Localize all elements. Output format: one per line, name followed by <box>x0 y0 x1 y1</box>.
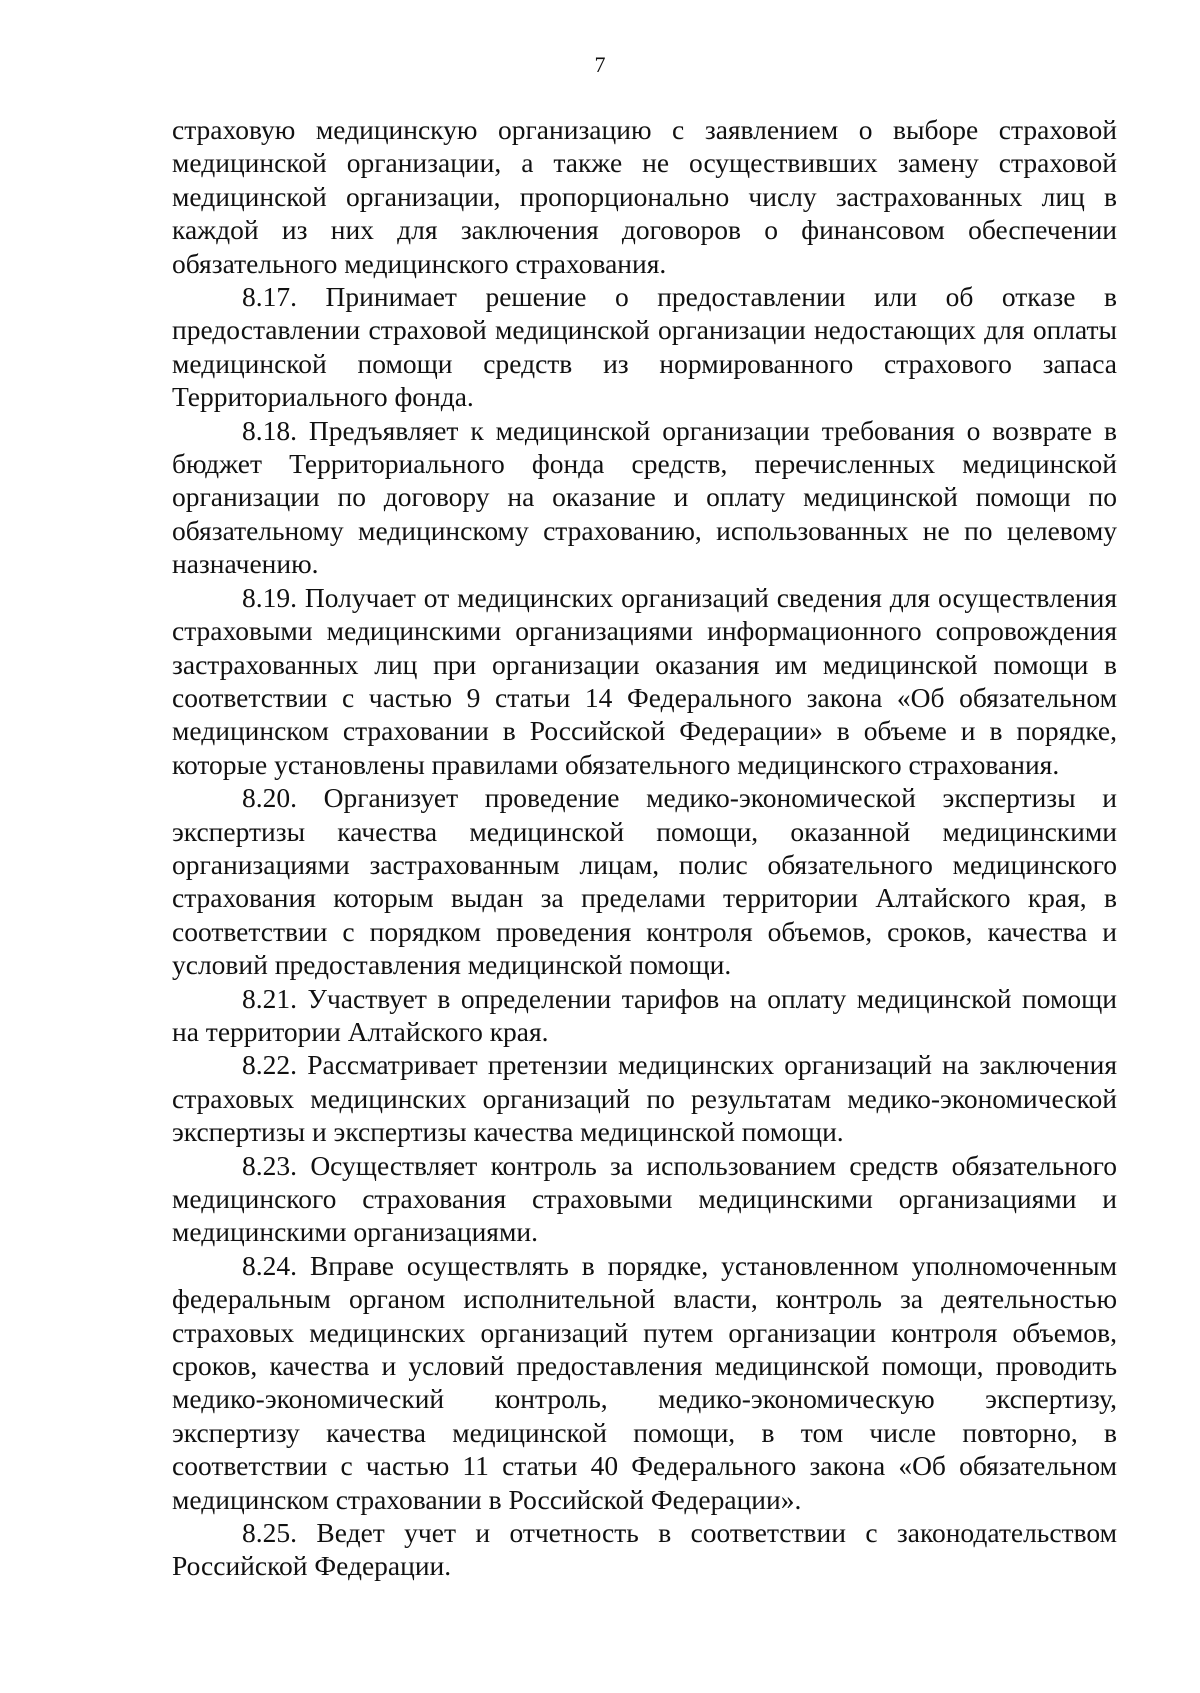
paragraph-text: Получает от медицинских организаций сведения для осуществления страховыми медицинскими организациями информационного сопровождения застрахованных лиц при организации оказания им медицинской помощи в соответствии с частью 9 статьи 14 Федерального закона «Об обязательном медицинском страховании в Российской Федерации» в объеме и в порядке, которые установлены правилами обязательного медицинского страхования. <box>172 581 1118 780</box>
paragraph-8-19 <box>172 581 1117 781</box>
paragraph-number: 8.21. <box>242 982 297 1014</box>
paragraph-text: Принимает решение о предоставлении или об отказе в предоставлении страховой медицинской организации недостающих для оплаты медицинской помощи средств из нормированного страхового запаса Территориального фонда. <box>172 281 1118 413</box>
document-body <box>172 113 1117 1583</box>
paragraph-8-25 <box>172 1516 1117 1583</box>
paragraph-text: Предъявляет к медицинской организации требования о возврате в бюджет Территориального фонда средств, перечисленных медицинской организации по договору на оказание и оплату медицинской помощи по обязательному медицинскому страхованию, использованных не по целевому назначению. <box>172 414 1117 580</box>
paragraph-text: Осуществляет контроль за использованием средств обязательного медицинского страхования страховыми медицинскими организациями и медицинскими организациями. <box>172 1149 1118 1248</box>
paragraph-text: Рассматривает претензии медицинских организаций на заключения страховых медицинских организаций по результатам медико-экономической экспертизы и экспертизы качества медицинской помощи. <box>172 1049 1117 1148</box>
paragraph-8-20 <box>172 781 1117 981</box>
paragraph-number: 8.18. <box>242 414 297 446</box>
paragraph-number: 8.20. <box>242 782 297 814</box>
paragraph-number: 8.17. <box>242 281 297 313</box>
paragraph-number: 8.19. <box>242 581 297 613</box>
paragraph-8-17 <box>172 280 1117 414</box>
paragraph-number: 8.24. <box>242 1249 297 1281</box>
paragraph-text: Вправе осуществлять в порядке, установленном уполномоченным федеральным органом исполнительной власти, контроль за деятельностью страховых медицинских организаций путем организации контроля объемов, сроков, качества и условий предоставления медицинской помощи, проводить медико-экономический контроль, медико-экономическую экспертизу, экспертизу качества медицинской помощи, в том числе повторно, в соответствии с частью 11 статьи 40 Федерального закона «Об обязательном медицинском страховании в Российской Федерации». <box>172 1249 1118 1515</box>
paragraph-8-18 <box>172 414 1117 581</box>
paragraph-8-23 <box>172 1149 1117 1249</box>
paragraph-text: Организует проведение медико-экономической экспертизы и экспертизы качества медицинской помощи, оказанной медицинскими организациями застрахованным лицам, полис обязательного медицинского страхования которым выдан за пределами территории Алтайского края, в соответствии с порядком проведения контроля объемов, сроков, качества и условий предоставления медицинской помощи. <box>172 782 1118 981</box>
paragraph-continuation <box>172 113 1117 280</box>
paragraph-8-22 <box>172 1048 1117 1148</box>
page-number: 7 <box>594 52 606 77</box>
paragraph-text: страховую медицинскую организацию с заявлением о выборе страховой медицинской организации, а также не осуществивших замену страховой медицинской организации, пропорционально числу застрахованных лиц в каждой из них для заключения договоров о финансовом обеспечении обязательного медицинского страхования. <box>172 114 1117 279</box>
paragraph-text: Ведет учет и отчетность в соответствии с законодательством Российской Федерации. <box>172 1517 1117 1582</box>
paragraph-number: 8.25. <box>242 1517 297 1549</box>
paragraph-8-21 <box>172 982 1117 1049</box>
paragraph-number: 8.22. <box>242 1049 297 1081</box>
paragraph-8-24 <box>172 1249 1117 1516</box>
paragraph-number: 8.23. <box>242 1149 297 1181</box>
paragraph-text: Участвует в определении тарифов на оплату медицинской помощи на территории Алтайского края. <box>172 982 1118 1047</box>
